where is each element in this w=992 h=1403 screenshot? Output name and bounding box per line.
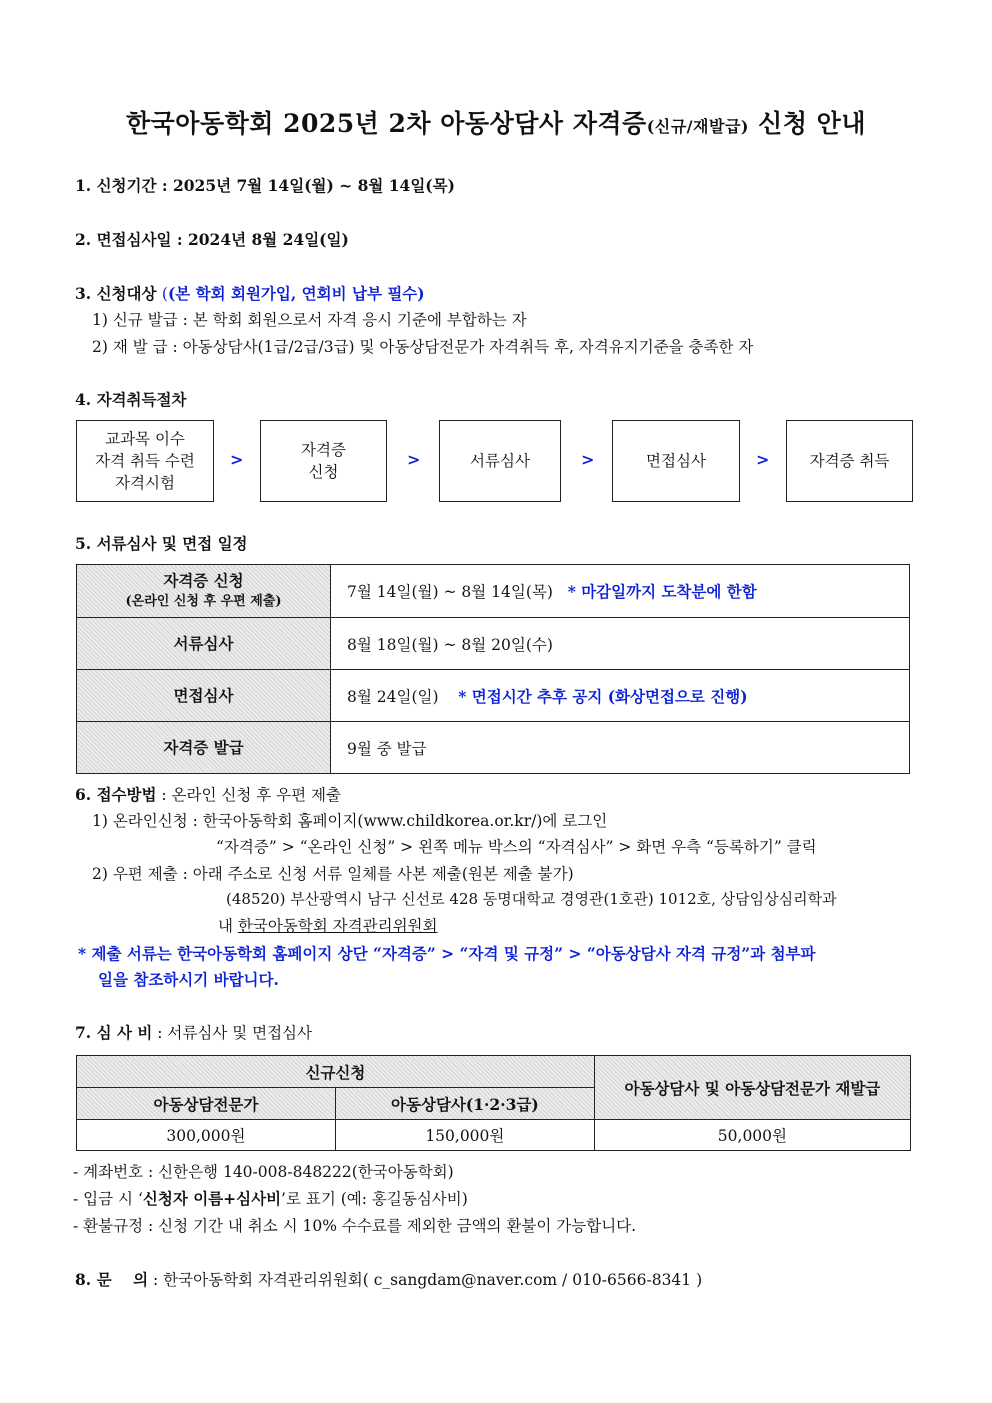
row-label: 자격증 발급: [77, 722, 331, 774]
row-label: 면접심사: [77, 670, 331, 722]
table-row: [77, 1120, 911, 1151]
process-step-1: 교과목 이수 자격 취득 수련 자격시험: [76, 420, 214, 502]
table-row: [77, 565, 910, 618]
bank-account-line: - 계좌번호 : 신한은행 140-008-848222(한국아동학회): [73, 1163, 454, 1181]
process-arrow: >: [230, 450, 244, 469]
process-arrow: >: [407, 450, 421, 469]
section-6-note-line-2: 일을 참조하시기 바랍니다.: [98, 970, 279, 989]
fee-value: 300,000원: [77, 1120, 336, 1151]
process-step-3: 서류심사: [439, 420, 561, 502]
row-value: 7월 14일(월) ~ 8월 14일(목): [347, 583, 553, 601]
process-arrow: >: [756, 450, 770, 469]
section-6-line-1: 1) 온라인신청 : 한국아동학회 홈페이지(www.childkorea.or.kr/)에 로그인: [92, 812, 608, 830]
process-arrow: >: [581, 450, 595, 469]
section-5-heading: 5. 서류심사 및 면접 일정: [75, 534, 248, 553]
section-3-note: (본 학회 회원가입, 연회비 납부 필수): [167, 284, 425, 303]
process-step-4: 면접심사: [612, 420, 740, 502]
table-row: [77, 670, 910, 722]
section-2-interview-date: 2. 면접심사일 : 2024년 8월 24일(일): [75, 230, 349, 249]
section-4-heading: 4. 자격취득절차: [75, 390, 187, 409]
fee-header-reissue: 아동상담사 및 아동상담전문가 재발급: [594, 1056, 910, 1120]
fee-value: 50,000원: [594, 1120, 910, 1151]
section-7-heading: 7. 심 사 비 : 서류심사 및 면접심사: [75, 1023, 312, 1042]
fee-value: 150,000원: [335, 1120, 594, 1151]
section-6-heading: 6. 접수방법 : 온라인 신청 후 우편 제출: [75, 785, 341, 804]
schedule-table: [76, 564, 910, 774]
refund-policy-line: - 환불규정 : 신청 기간 내 취소 시 10% 수수료를 제외한 금액의 환불이 가능합니다.: [73, 1217, 637, 1235]
section-3-line-2: 2) 재 발 급 : 아동상담사(1급/2급/3급) 및 아동상담전문가 자격취득 후, 자격유지기준을 충족한 자: [92, 338, 754, 356]
row-sublabel: (온라인 신청 후 우편 제출): [125, 594, 282, 609]
table-row: [77, 722, 910, 774]
deposit-note-line: - 입금 시 ‘신청자 이름+심사비’로 표기 (예: 홍길동심사비): [73, 1189, 468, 1208]
section-1-period: 1. 신청기간 : 2025년 7월 14일(월) ~ 8월 14일(목): [75, 176, 455, 195]
section-6-address: (48520) 부산광역시 남구 신선로 428 동명대학교 경영관(1호관) 1012호, 상담임상심리학과: [226, 890, 837, 908]
section-6-address-recipient: 내 한국아동학회 자격관리위원회: [218, 917, 438, 935]
fee-header-new: 신규신청: [77, 1056, 595, 1088]
row-note: * 면접시간 추후 공지 (화상면접으로 진행): [458, 686, 748, 706]
table-row: [77, 1056, 911, 1088]
table-row: [77, 618, 910, 670]
section-3-heading: 3. 신청대상 ((본 학회 회원가입, 연회비 납부 필수): [75, 284, 425, 303]
section-6-line-2: “자격증” > “온라인 신청” > 왼쪽 메뉴 박스의 “자격심사” > 화면 우측 “등록하기” 클릭: [216, 838, 817, 856]
section-6-note-line-1: * 제출 서류는 한국아동학회 홈페이지 상단 “자격증” > “자격 및 규정” > “아동상담사 자격 규정”과 첨부파: [78, 944, 816, 963]
row-value: 8월 18일(월) ~ 8월 20일(수): [331, 618, 910, 670]
row-label: 자격증 신청: [163, 571, 244, 590]
fee-col-counselor: 아동상담사(1·2·3급): [335, 1088, 594, 1120]
fee-table: [76, 1055, 911, 1151]
fee-col-expert: 아동상담전문가: [77, 1088, 336, 1120]
process-step-5: 자격증 취득: [786, 420, 913, 502]
row-note: * 마감일까지 도착분에 한함: [567, 582, 757, 601]
section-8-contact: 8. 문 의 : 한국아동학회 자격관리위원회( c_sangdam@naver.com / 010-6566-8341 ): [75, 1270, 703, 1289]
page-title: 한국아동학회 2025년 2차 아동상담사 자격증(신규/재발급) 신청 안내: [126, 109, 866, 138]
section-6-line-3: 2) 우편 제출 : 아래 주소로 신청 서류 일체를 사본 제출(원본 제출 불가): [92, 865, 574, 883]
section-3-line-1: 1) 신규 발급 : 본 학회 회원으로서 자격 응시 기준에 부합하는 자: [92, 311, 527, 329]
row-value: 8월 24일(일): [347, 687, 439, 706]
row-value: 9월 중 발급: [331, 722, 910, 774]
process-step-2: 자격증 신청: [260, 420, 387, 502]
row-label: 서류심사: [77, 618, 331, 670]
